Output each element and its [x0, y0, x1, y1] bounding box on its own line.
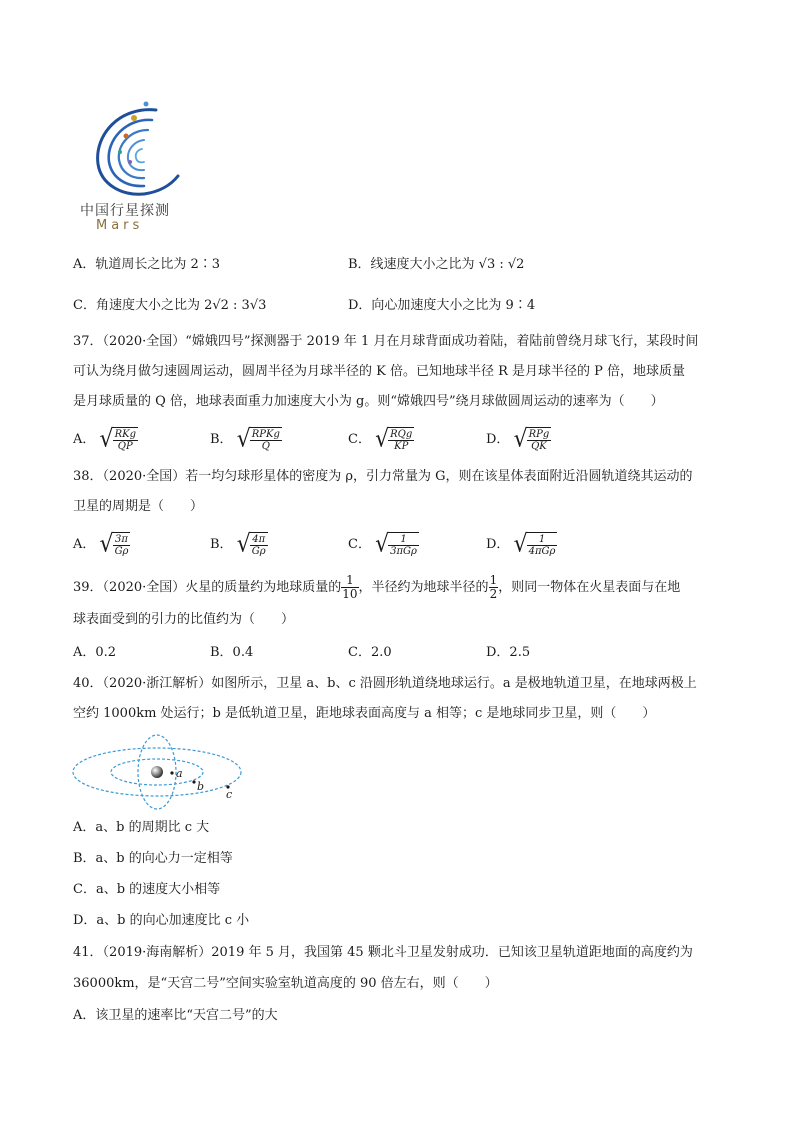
- satellite-a-dot: [170, 771, 173, 774]
- logo-mars-text: Mars: [96, 218, 144, 233]
- q40-option-a: A．a、b 的周期比 c 大: [73, 820, 210, 835]
- q41-option-a: A．该卫星的速率比“天宫二号”的大: [73, 1008, 278, 1023]
- label-a: a: [176, 767, 183, 780]
- q39-frac2-den: 2: [489, 587, 498, 601]
- q38-line-1: 38．（2020·全国）若一均匀球形星体的密度为 ρ，引力常量为 G，则在该星体表面附近沿圆轨道绕其运动的: [73, 469, 693, 484]
- q40-line-1: 40．（2020·浙江解析）如图所示，卫星 a、b、c 沿圆形轨道绕地球运行。a 是极地轨道卫星，在地球两极上: [73, 676, 697, 691]
- frac-num: RPg: [528, 429, 550, 440]
- label-b: b: [197, 780, 205, 793]
- option-label: C．: [348, 432, 371, 447]
- satellite-b-dot: [192, 780, 195, 783]
- option-label: B．: [210, 432, 233, 447]
- q37-line-2: 可认为绕月做匀速圆周运动，圆周半径为月球半径的 K 倍。已知地球半径 R 是月球半径的 P 倍，地球质量: [73, 364, 686, 379]
- frac-den: Q: [261, 441, 270, 452]
- earth-icon: [151, 766, 163, 778]
- q37-line-3: 是月球质量的 Q 倍，地球表面重力加速度大小为 g。则“嫦娥四号”绕月球做圆周运动的速率为（ ）: [73, 394, 664, 409]
- frac-den: 4πGρ: [528, 546, 556, 557]
- option-label: D．: [486, 432, 510, 447]
- frac-num: RQg: [390, 429, 413, 440]
- option-label: B．: [210, 537, 233, 552]
- q38-option-c: C． √ $\frac{1}{\text{3πGρ}}$: [348, 530, 417, 558]
- q36-option-b: B．线速度大小之比为 √3 : √2: [348, 257, 525, 272]
- label-c: c: [226, 788, 233, 801]
- frac-den: QP: [117, 441, 133, 452]
- q38-line-2: 卫星的周期是（ ）: [73, 499, 204, 514]
- q37-option-a: A． √ $\frac{\text{RKg}}{QP}$: [73, 425, 136, 453]
- frac-den: Gρ: [251, 546, 266, 557]
- q40-option-d: D．a、b 的向心加速度比 c 小: [73, 913, 250, 928]
- q39-option-a: A．0.2: [73, 645, 117, 660]
- q36-option-d: D．向心加速度大小之比为 9∶4: [348, 298, 536, 313]
- frac-den: QK: [531, 441, 547, 452]
- q40-option-c: C．a、b 的速度大小相等: [73, 882, 221, 897]
- frac-num: RPKg: [251, 429, 280, 440]
- q37-line-1: 37．（2020·全国）“嫦娥四号”探测器于 2019 年 1 月在月球背面成功着陆，着陆前曾绕月球飞行，某段时间: [73, 334, 699, 349]
- frac-den: 3πGρ: [390, 546, 417, 557]
- q41-line-1: 41．（2019·海南解析）2019 年 5 月，我国第 45 颗北斗卫星发射成功．已知该卫星轨道距地面的高度约为: [73, 945, 693, 960]
- q39-option-b: B．0.4: [210, 645, 254, 660]
- q39-text-a: 39．（2020·全国）火星的质量约为地球质量的: [73, 580, 342, 595]
- q39-option-d: D．2.5: [486, 645, 531, 660]
- frac-den: Gρ: [114, 546, 129, 557]
- frac-den: KP: [394, 441, 409, 452]
- option-label: C．: [348, 537, 371, 552]
- q39-frac1-den: 10: [342, 587, 358, 601]
- q36-option-c: C．角速度大小之比为 2√2 : 3√3: [73, 298, 267, 313]
- q37-option-d: D． √ $\frac{\text{RPg}}{QK}$: [486, 425, 550, 453]
- q39-text-b: ，半径约为地球半径的: [358, 580, 489, 595]
- frac-num: 4π: [250, 534, 268, 546]
- frac-num: RKg: [114, 429, 136, 440]
- q38-option-d: D． √ $\frac{1}{\text{4πGρ}}$: [486, 530, 556, 558]
- option-label: A．: [73, 432, 96, 447]
- mars-logo-icon: [86, 96, 196, 200]
- option-label: A．: [73, 537, 96, 552]
- q37-option-b: B． √ $\frac{\text{RPKg}}{Q}$: [210, 425, 280, 453]
- q39-option-c: C．2.0: [348, 645, 392, 660]
- logo-name: 中国行星探测: [80, 203, 170, 219]
- q36-option-a: A．轨道周长之比为 2∶3: [73, 257, 221, 272]
- q39-frac1-num: 1: [341, 574, 358, 588]
- q40-line-2: 空约 1000km 处运行；b 是低轨道卫星，距地球表面高度与 a 相等；c 是地球同步卫星，则（ ）: [73, 706, 656, 721]
- frac-num: 1: [527, 534, 558, 546]
- option-label: D．: [486, 537, 510, 552]
- q39-text-c: ，则同一物体在火星表面与在地: [498, 580, 681, 595]
- frac-num: 1: [388, 534, 419, 546]
- q40-option-b: B．a、b 的向心力一定相等: [73, 851, 233, 866]
- q38-option-b: B． √ $\frac{4\pi}{G\rho}$: [210, 530, 266, 558]
- q41-line-2: 36000km，是“天宫二号”空间实验室轨道高度的 90 倍左右，则（ ）: [73, 976, 498, 991]
- q37-option-c: C． √ $\frac{\text{RQg}}{KP}$: [348, 425, 413, 453]
- q39-line-2: 球表面受到的引力的比值约为（ ）: [73, 612, 295, 627]
- q39-frac2-num: 1: [489, 573, 498, 587]
- q39-line-1: [73, 574, 680, 601]
- q38-option-a: A． √ $\frac{3\pi}{G\rho}$: [73, 530, 129, 558]
- orbit-diagram: [70, 734, 245, 812]
- frac-num: 3π: [113, 534, 131, 546]
